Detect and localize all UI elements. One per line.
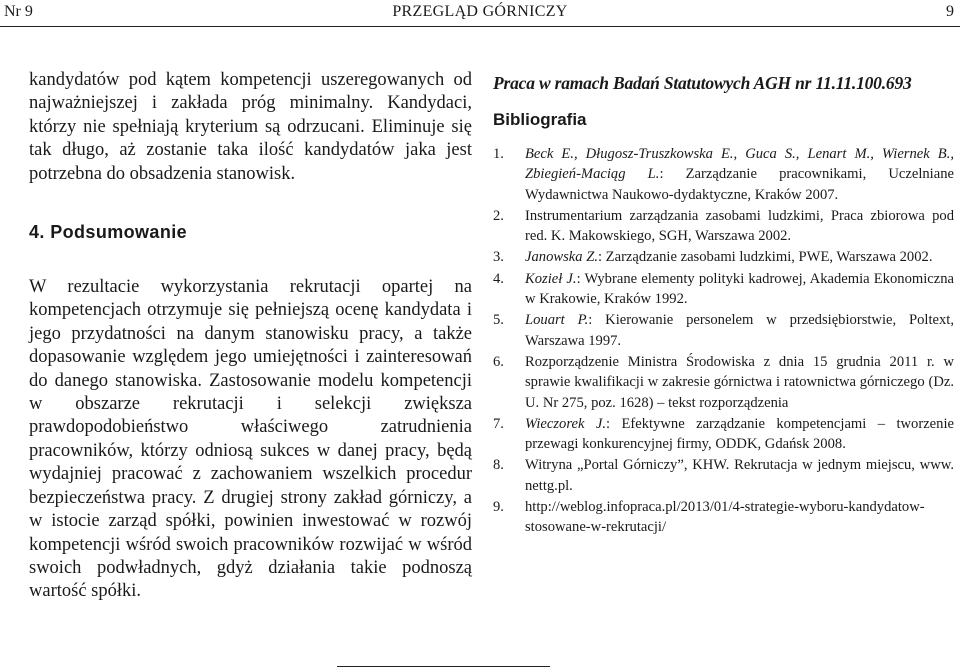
journal-title: PRZEGLĄD GÓRNICZY (392, 3, 568, 20)
section-heading-summary: 4. Podsumowanie (29, 222, 188, 243)
reference-item (493, 206, 960, 247)
footer-rule (337, 666, 550, 667)
page-number: 9 (946, 3, 954, 20)
reference-details: Instrumentarium zarządzania zasobami ludzkimi, Praca zbiorowa pod red. K. Makowskiego, SGH, Warszawa 2002. (525, 207, 954, 245)
reference-details: : Efektywne zarządzanie kompetencjami – tworzenie przewagi konkurencyjnej firmy, ODDK, Gdańsk 2008. (525, 415, 954, 453)
bibliography-heading: Bibliografia (493, 110, 587, 129)
reference-item (493, 269, 960, 310)
left-column (29, 69, 472, 604)
reference-number: 3. (493, 249, 504, 266)
reference-details: : Wybrane elementy polityki kadrowej, Akademia Ekonomiczna w Krakowie, Kraków 1992. (525, 270, 954, 308)
reference-item (493, 455, 960, 496)
reference-url[interactable]: http://weblog.infopraca.pl/2013/01/4-strategie-wyboru-kandydatow-stosowane-w-rekrutacji/ (525, 499, 925, 536)
reference-item (493, 414, 960, 455)
reference-list (493, 144, 960, 538)
reference-author: Wieczorek J. (525, 415, 606, 432)
running-header (0, 0, 960, 27)
reference-number: 4. (493, 270, 504, 287)
reference-author: Beck E., Długosz-Truszkowska E., Guca S., Lenart M., Wiernek B., Zbiegień-Maciąg L. (525, 146, 954, 183)
issue-number: Nr 9 (4, 3, 33, 20)
reference-item (493, 352, 960, 413)
right-column (493, 73, 960, 539)
reference-author: Louart P. (525, 312, 589, 329)
reference-author: Janowska Z. (525, 249, 598, 266)
reference-item (493, 310, 960, 351)
reference-item (493, 144, 960, 205)
reference-details: Witryna „Portal Górniczy”, KHW. Rekrutacja w jednym miejscu, www. nettg.pl. (525, 457, 954, 494)
reference-number: 9. (493, 499, 504, 516)
reference-author: Kozieł J. (525, 270, 577, 287)
grant-note: Praca w ramach Badań Statutowych AGH nr 11.11.100.693 (493, 73, 912, 93)
reference-number: 2. (493, 207, 504, 224)
reference-item (493, 497, 960, 538)
reference-item (493, 247, 960, 267)
reference-details: : Zarządzanie pracownikami, Uczelniane Wydawnictwa Naukowo-dydaktyczne, Kraków 2007. (525, 166, 954, 203)
reference-number: 1. (493, 146, 504, 162)
reference-number: 8. (493, 457, 504, 474)
reference-details: : Zarządzanie zasobami ludzkimi, PWE, Warszawa 2002. (597, 249, 933, 266)
reference-details: Rozporządzenie Ministra Środowiska z dnia 15 grudnia 2011 r. w sprawie kwalifikacji w zakresie górnictwa i ratownictwa górniczego (Dz. U. Nr 275, poz. 1628) – tekst rozporządzenia (525, 353, 954, 411)
reference-number: 5. (493, 312, 504, 329)
reference-number: 7. (493, 415, 504, 432)
reference-number: 6. (493, 353, 504, 370)
intro-paragraph: kandydatów pod kątem kompetencji uszeregowanych od najważniejszej i zakłada próg minimalny. Kandydaci, którzy nie spełniają kryterium są odrzucani. Eliminuje się tak długo, aż zostanie taka ilość kandydatów jaka jest potrzebna do obsadzenia stanowisk. (29, 70, 472, 184)
summary-paragraph: W rezultacie wykorzystania rekrutacji opartej na kompetencjach otrzymuje się pełniejszą ocenę kandydata i jego przydatności na danym stanowisku pracy, a także dopasowanie względem jego umiejętności i zainteresowań do danego stanowiska. Zastosowanie modelu kompetencji w obszarze rekrutacji i selekcji zwiększa prawdopodobieństwo właściwego zatrudnienia pracowników, którzy odniosą sukces w danej pracy, będą wydajniej pracować z zachowaniem wszelkich procedur bezpieczeństwa pracy. Z drugiej strony zakład górniczy, a w istocie zarząd spółki, powinien inwestować w rozwój kompetencji wśród swoich pracowników rozwijać w wśród swoich podwładnych, gdyż działania takie podnoszą wartość spółki. (29, 277, 472, 602)
reference-details: : Kierowanie personelem w przedsiębiorstwie, Poltext, Warszawa 1997. (525, 312, 954, 349)
